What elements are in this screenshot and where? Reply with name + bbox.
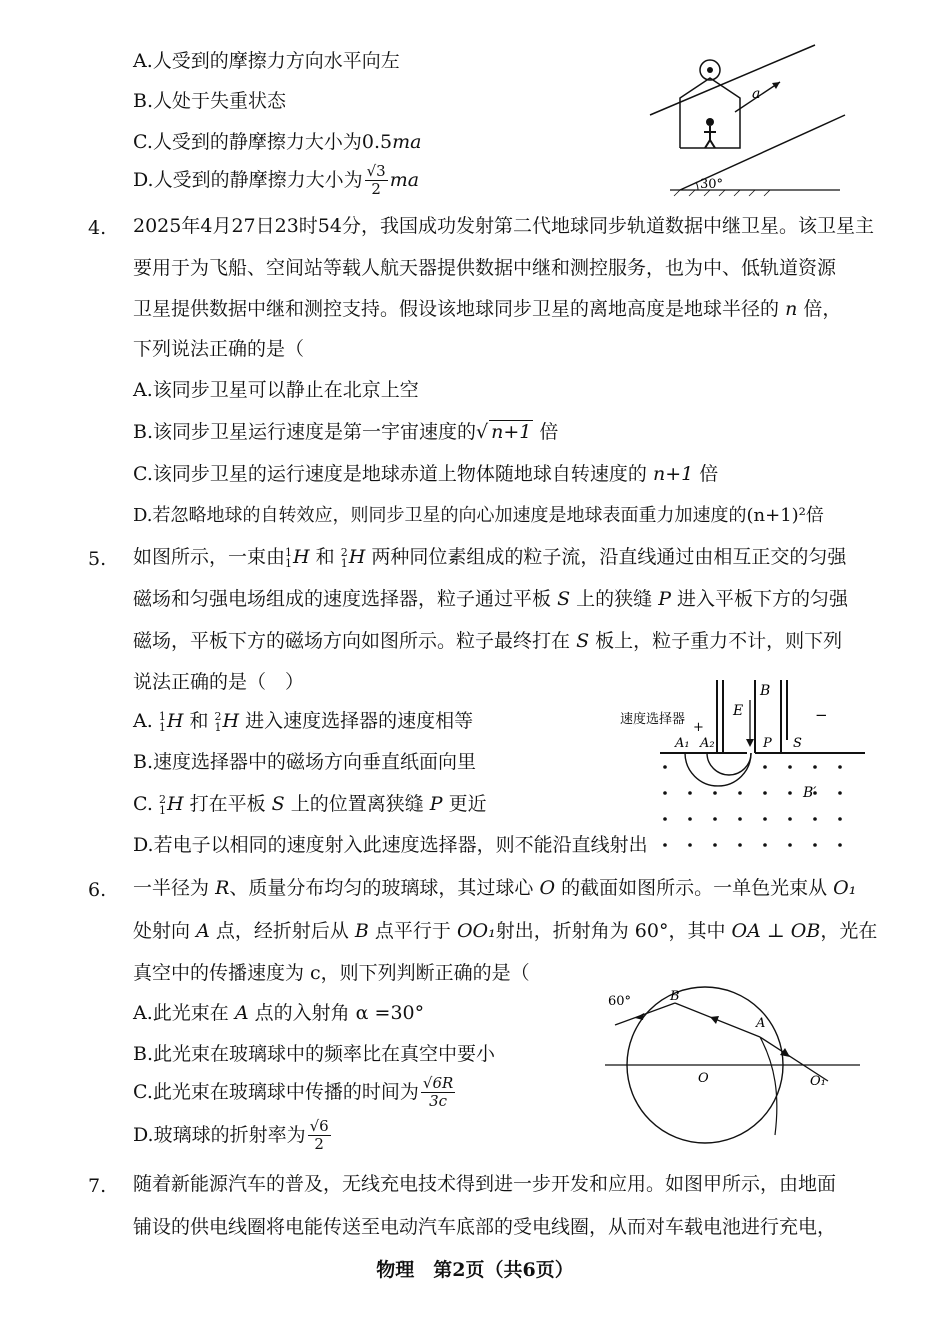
incline-upper-line: [650, 45, 815, 115]
var-H: H: [166, 710, 184, 732]
q6-option-a: [133, 1004, 424, 1023]
label-A2: A₂: [700, 736, 715, 751]
var-H: H: [293, 546, 310, 568]
q3-option-c-var: ma: [392, 131, 422, 153]
q3-option-c: [133, 133, 421, 152]
q6-text: 点平行于: [374, 920, 451, 942]
isotope-z: 1: [158, 721, 166, 734]
q4-option-c-text: C.该同步卫星的运行速度是地球赤道上物体随地球自转速度的: [133, 463, 647, 485]
q6-text: D.玻璃球的折射率为: [133, 1123, 306, 1146]
q3-option-d: [133, 163, 419, 199]
q6-figure: [600, 985, 870, 1145]
var-H: H: [166, 793, 184, 815]
q5-text: 更近: [448, 793, 487, 815]
person-body: [704, 126, 716, 148]
q4-stem-text: 卫星提供数据中继和测控支持。假设该地球同步卫星的离地高度是地球半径的: [133, 298, 780, 320]
q6-text: 点的入射角: [254, 1002, 350, 1024]
fraction-numerator: √6: [309, 1117, 329, 1135]
q6-stem-line1: [133, 879, 856, 898]
q5-text: 和: [315, 546, 335, 568]
q7-number: 7.: [88, 1175, 107, 1197]
q5-number: 5.: [88, 548, 107, 570]
var-O: O: [539, 877, 556, 899]
fraction-denominator: 3c: [429, 1092, 448, 1111]
isotope-h2: [340, 546, 349, 570]
q5-text: 两种同位素组成的粒子流，沿直线通过由相互正交的匀强: [371, 546, 847, 568]
q7-stem-line2: 铺设的供电线圈将电能传送至电动汽车底部的受电线圈，从而对车载电池进行充电，: [133, 1216, 837, 1238]
var-A: A: [234, 1002, 249, 1024]
var-S: S: [271, 793, 285, 815]
isotope-h1: [285, 546, 293, 570]
q3-option-a: A.人受到的摩擦力方向水平向左: [133, 50, 400, 72]
angle-arc: [696, 182, 698, 190]
q3-option-c-text: C.人受到的静摩擦力大小为: [133, 131, 362, 153]
sqrt-sign-icon: √: [476, 421, 489, 443]
var-A: A: [196, 920, 210, 942]
q7-stem-line1: 随着新能源汽车的普及，无线充电技术得到进一步开发和应用。如图甲所示，由地面: [133, 1173, 837, 1195]
q4-stem-line2: 要用于为飞船、空间站等载人航天器提供数据中继和测控服务，也为中、低轨道资源: [133, 257, 837, 279]
q4-var-n: n: [785, 298, 798, 320]
q4-option-a: A.该同步卫星可以静止在北京上空: [133, 379, 419, 401]
q5-text: 磁场，平板下方的磁场方向如图所示。粒子最终打在: [133, 630, 571, 652]
q5-text: 进入平板下方的匀强: [677, 588, 849, 610]
var-S: S: [576, 630, 590, 652]
q6-perp: OA ⊥ OB: [731, 920, 821, 942]
var-O1: O₁: [833, 877, 857, 899]
q4-option-b-root: n+1: [491, 421, 532, 443]
q4-stem-line1: 2025年4月27日23时54分，我国成功发射第二代地球同步轨道数据中继卫星。该卫星主: [133, 215, 874, 237]
arrow-head-icon: [772, 82, 780, 89]
label-A1: A₁: [675, 736, 690, 751]
q5-option-c-letter: C.: [133, 793, 159, 815]
var-OO1: OO₁: [456, 920, 496, 942]
q4-option-c-value: n+1: [652, 463, 694, 485]
isotope-mass: 2: [158, 793, 166, 806]
q6-option-c: [133, 1075, 457, 1111]
q5-stem-line1: [133, 546, 847, 570]
q4-number: 4.: [88, 217, 107, 239]
q6-text: 点，经折射后从: [215, 920, 349, 942]
minus-sign: −: [815, 706, 828, 724]
q5-option-c: [133, 793, 487, 817]
q5-text: 进入速度选择器的速度相等: [245, 710, 474, 732]
label-E: E: [733, 703, 744, 719]
var-H: H: [222, 710, 240, 732]
fraction-numerator: √3: [366, 162, 386, 180]
q5-option-a: [133, 710, 474, 734]
q3-option-b: B.人处于失重状态: [133, 90, 287, 112]
isotope-z: 1: [214, 721, 222, 734]
pulley-axle: [707, 67, 713, 73]
isotope-z: 1: [340, 557, 348, 570]
plus-sign: +: [693, 720, 704, 735]
q5-option-b: B.速度选择器中的磁场方向垂直纸面向里: [133, 751, 477, 773]
isotope-mass: 2: [340, 546, 348, 559]
q4-stem-line4: 下列说法正确的是（: [133, 338, 305, 360]
var-P: P: [429, 793, 443, 815]
person-head: [706, 118, 714, 126]
q3-option-d-fraction: [365, 163, 388, 199]
fraction-denominator: 2: [371, 180, 381, 199]
isotope-h2: [214, 710, 223, 734]
q4-option-b: [133, 423, 558, 442]
q6-text: 一半径为: [133, 877, 210, 899]
fraction-denominator: 2: [314, 1135, 324, 1154]
q5-text: 打在平板: [189, 793, 266, 815]
q4-option-c: [133, 465, 718, 484]
fraction-numerator: √6R: [422, 1074, 454, 1092]
isotope-mass: 1: [158, 710, 166, 723]
q6-stem-line2: [133, 922, 877, 941]
q5-option-d: D.若电子以相同的速度射入此速度选择器，则不能沿直线射出: [133, 834, 648, 856]
q4-stem-text-end: 倍，: [803, 298, 842, 320]
angle-label: 30°: [700, 177, 724, 192]
q6-text: 处射向: [133, 920, 191, 942]
q4-option-b-text: B.该同步卫星运行速度是第一宇宙速度的: [133, 421, 477, 443]
label-S: S: [793, 736, 802, 751]
q6-stem-line3: 真空中的传播速度为 c，则下列判断正确的是（: [133, 962, 530, 984]
point-B-label: B: [670, 989, 680, 1004]
q3-option-c-value: 0.5: [361, 131, 393, 153]
var-B: B: [354, 920, 369, 942]
var-S: S: [557, 588, 571, 610]
point-O1-label: O₁: [810, 1074, 826, 1089]
q5-stem-line3: [133, 632, 842, 651]
q3-option-d-text: D.人受到的静摩擦力大小为: [133, 168, 363, 191]
q3-option-d-var: ma: [389, 168, 420, 191]
page-footer: 物理 第2页（共6页）: [376, 1259, 574, 1281]
q5-text: 磁场和匀强电场组成的速度选择器，粒子通过平板: [133, 588, 552, 610]
isotope-z: 1: [285, 557, 293, 570]
q6-option-a-value: α =30°: [355, 1002, 425, 1024]
isotope-mass: 2: [214, 710, 222, 723]
trajectory-large: [685, 753, 751, 786]
q6-text: C.此光束在玻璃球中传播的时间为: [133, 1080, 419, 1103]
q6-option-d: [133, 1118, 333, 1154]
var-R: R: [215, 877, 230, 899]
q6-text: 、质量分布均匀的玻璃球，其过球心: [229, 877, 534, 899]
q6-number: 6.: [88, 879, 107, 901]
magnetic-field-dots: [663, 765, 842, 847]
acceleration-label: a: [752, 86, 761, 102]
q5-stem-line2: [133, 590, 848, 609]
q5-option-a-letter: A.: [133, 710, 159, 732]
isotope-z: 1: [158, 804, 166, 817]
center-O-label: O: [698, 1071, 709, 1086]
q5-text: 上的狭缝: [576, 588, 653, 610]
q5-text: 上的位置离狭缝: [290, 793, 424, 815]
label-B: B: [760, 683, 771, 699]
q5-figure: [615, 675, 875, 860]
q4-stem-line3: [133, 300, 841, 319]
q6-text: 射出，折射角为 60°，其中: [495, 920, 726, 942]
isotope-mass: 1: [285, 546, 293, 559]
q6-option-d-fraction: [308, 1118, 331, 1154]
q6-text: 的截面如图所示。一单色光束从: [561, 877, 828, 899]
q4-option-d: D.若忽略地球的自转效应，则同步卫星的向心加速度是地球表面重力加速度的(n+1)²倍: [133, 505, 824, 526]
q4-option-b-suffix: 倍: [539, 421, 559, 443]
isotope-h2: [158, 793, 167, 817]
q6-text: ，光在: [820, 920, 878, 942]
q5-text: 板上，粒子重力不计，则下列: [595, 630, 843, 652]
q4-option-c-suffix: 倍: [699, 463, 719, 485]
label-B-prime: B′: [803, 785, 817, 801]
q5-text: 如图所示，一束由: [133, 546, 286, 568]
selector-label: 速度选择器: [620, 712, 686, 727]
var-P: P: [658, 588, 671, 610]
angle-60-label: 60°: [608, 994, 632, 1009]
q6-option-b: B.此光束在玻璃球中的频率比在真空中要小: [133, 1043, 496, 1065]
label-P: P: [763, 736, 772, 751]
q5-stem-line4: 说法正确的是（ ）: [133, 671, 305, 693]
var-H: H: [348, 546, 366, 568]
arrow-down-icon: [746, 739, 754, 747]
q6-text: A.此光束在: [133, 1002, 229, 1024]
normal-curve: [760, 1037, 777, 1135]
q6-option-c-fraction: [421, 1075, 455, 1111]
point-A-label: A: [756, 1016, 766, 1031]
q5-text: 和: [189, 710, 209, 732]
isotope-h1: [158, 710, 167, 734]
q3-figure: [640, 40, 870, 205]
